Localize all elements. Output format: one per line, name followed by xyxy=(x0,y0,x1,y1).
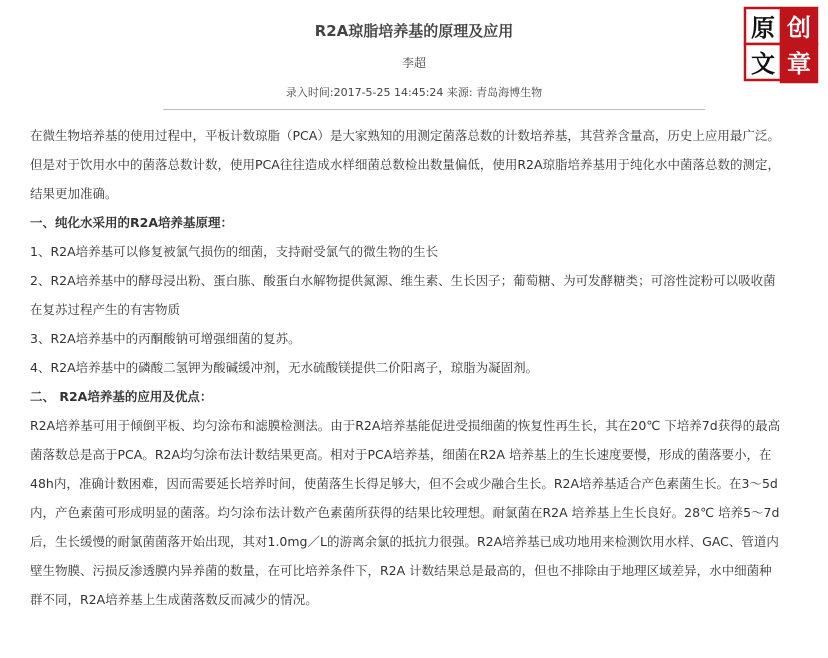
paragraph: 1、R2A培养基可以修复被氯气损伤的细菌，支持耐受氯气的微生物的生长 xyxy=(30,244,439,259)
stamp-char-1: 原 xyxy=(751,14,775,42)
section-heading: 一、纯化水采用的R2A培养基原理： xyxy=(30,215,233,230)
section-heading: 二、 R2A培养基的应用及优点： xyxy=(30,389,213,404)
stamp-char-4: 章 xyxy=(787,50,811,78)
article-title: R2A琼脂培养基的原理及应用 xyxy=(314,22,514,40)
paragraph: R2A培养基可用于倾倒平板、均匀涂布和滤膜检测法。由于R2A培养基能促进受损细菌的恢复性再生长，其在20℃ 下培养7d获得的最高菌落数总是高于PCA。R2A均匀涂布法计数结果更高。相对于PCA培养基，细菌在R2A 培养基上的生长速度要慢，形成的菌落要小，在48h内，准确计数困难，因而需要延长培养时间，使菌落生长得足够大，但不会或少融合生长。R2A培养基适合产色素菌生长。在3～5d内，产色素菌可形成明显的菌落。均匀涂布法计数产色素菌所获得的结果比较理想。耐氯菌在R2A 培养基上生长良好。28℃ 培养5～7d后，生长缓慢的耐氯菌菌落开始出现，其对1.0mg／L的游离余氯的抵抗力很强。R2A培养基已成功地用来检测饮用水样、GAC、管道内壁生物膜、污损反渗透膜内异养菌的数量，在可比培养条件下，R2A 计数结果总是最高的，但也不排除由于地理区域差异，水中细菌种群不同，R2A培养基上生成菌落数反而减少的情况。 xyxy=(30,418,781,607)
original-article-stamp xyxy=(743,6,819,84)
article-body xyxy=(30,121,784,614)
paragraph: 4、R2A培养基中的磷酸二氢钾为酸碱缓冲剂，无水硫酸镁提供二价阳离子，琼脂为凝固剂。 xyxy=(30,360,539,375)
paragraph: 2、R2A培养基中的酵母浸出粉、蛋白胨、酸蛋白水解物提供氮源、维生素、生长因子；葡萄糖、为可发酵糖类；可溶性淀粉可以吸收菌在复苏过程产生的有害物质 xyxy=(30,273,776,317)
paragraph: 3、R2A培养基中的丙酮酸钠可增强细菌的复苏。 xyxy=(30,331,301,346)
stamp-char-3: 文 xyxy=(751,50,775,78)
article-meta: 录入时间:2017-5-25 14:45:24 来源: 青岛海博生物 xyxy=(285,86,543,99)
title-divider xyxy=(163,109,705,110)
paragraph: 在微生物培养基的使用过程中，平板计数琼脂（PCA）是大家熟知的用测定菌落总数的计数培养基，其营养含量高，历史上应用最广泛。但是对于饮用水中的菌落总数计数，使用PCA往往造成水样细菌总数检出数量偏低，使用R2A琼脂培养基用于纯化水中菌落总数的测定，结果更加准确。 xyxy=(30,128,781,201)
article-author: 李超 xyxy=(401,56,426,70)
stamp-char-2: 创 xyxy=(787,14,811,42)
